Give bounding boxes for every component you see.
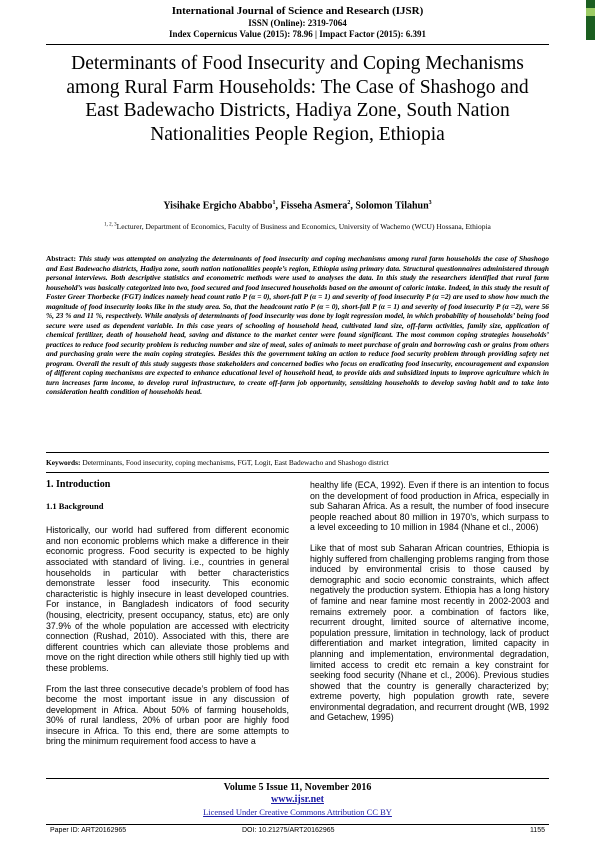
paper-title: Determinants of Food Insecurity and Coping Mechanisms among Rural Farm Households: The Case of Shashogo and East Badewacho Districts, Hadiya Zone, South Nation Nationalities People Region, Ethiopia <box>66 53 529 145</box>
keywords <box>46 458 549 468</box>
journal-issn: ISSN (Online): 2319-7064 <box>248 18 347 28</box>
author-sup: 1 <box>272 200 276 206</box>
ribbon-dark-band <box>586 0 595 40</box>
abstract-divider <box>46 452 549 453</box>
paragraph: Historically, our world had suffered from different economic and non economic problems which make a difference in their economic progress. Food security is expected to be highly associated with standard of living. i.e., countries in general households in particular with better characteristics demonstrate lesser food insecurity. This economic characteristic is highly insecure in least developed countries. For instance, in Bangladesh indicators of food security (housing, electricity, present occupancy, status, etc) are only 37.9% of the whole population are accessed with electricity connection (Rushad, 2010). Associated with this, there are different countries which can alleviate those problems and move on the right direction while others still highly tied up with these problems. <box>46 525 289 673</box>
keywords-label: Keywords: <box>46 458 81 467</box>
author-list: Yisihake Ergicho Ababbo$^1$, Fisseha Asmera$^2$, Solomon Tilahun$^3$ <box>163 200 432 212</box>
bottom-divider <box>46 824 549 825</box>
license-link[interactable]: Licensed Under Creative Commons Attribution CC BY <box>203 807 392 817</box>
abstract-text: This study was attempted on analyzing the determinants of food insecurity and coping mechanisms among rural farm households the case of Shashogo and East Badewacho districts, Hadiya zone, south nation nationalities people’s region, Ethiopia using primary data. Structural questionnaires administered through personal interviews. Both descriptive statistics and econometric methods were used to analyses the data. In this study the researchers identified that rural farm household’s was basically categorized into two, food secured and food insecured households based on the amount of caloric intake. Indeed, in this study the result of Foster Greer Thorbecke (FGT) indices namely head count ratio P (α = 0), short-fall P (α = 1) and severity of food insecurity P (α =2) are used to show how much the magnitude of food insecurity looks like in the study area. So, that the headcount ratio P (α = 0), short-fall P (α = 1) and severity of food insecurity P (α =2), were 56 %, 23 % and 11 %, respectively. While analysis of determinants of food insecurity was done by logit regression model, in which probability of households’ being food secure were used as dependent variable. In this case years of schooling of household head, cultivated land size, off-farm activities, family size, application of chemical fertilizer, death of household head, saving and distance to the market center were found significant. The most common coping strategies households’ practices to reduce food security problem is reducing number and size of meal, sales of animals to meet purchase of grain and borrowing cash or grains from others and purchasing grain were the main coping strategies. Besides this the government taking an action to reduce food security problem through providing safety net program. Overall the result of this study suggests those stakeholders and concerned bodies who focus on eradicating food insecurity, encouragement and expansion of different coping mechanisms are expected to enhance educational level of household head, to provide aids and subsidized inputs to improve agriculture which in turn increases farm income, to develop rural infrastructure, to create off-farm job opportunity, sensitizing households to develop saving habit and to take into consideration health condition of households head. <box>46 254 549 396</box>
ribbon-light-band <box>586 8 595 16</box>
author-name: Yisihake Ergicho Ababbo <box>163 200 273 212</box>
footer-divider <box>46 778 549 779</box>
paragraph: From the last three consecutive decade’s problem of food has become the most important issue in any discussion of development in Africa. About 50% of farming households, 30% of rural landless, 20% of urban poor are highly food insecure in Africa. To this end, there are some attempts to bring the minimum requirement food access to have a <box>46 683 289 747</box>
author-sup: 3 <box>428 200 432 206</box>
journal-website-link[interactable]: www.ijsr.net <box>271 794 324 805</box>
journal-name: International Journal of Science and Research (IJSR) <box>171 5 424 17</box>
volume-issue: Volume 5 Issue 11, November 2016 <box>223 782 372 793</box>
paragraph: Like that of most sub Saharan African countries, Ethiopia is highly suffered from challenging problems ranging from those induced by environmental crisis to those caused by demographic and socio economic constraints, which affect negatively the production system. Ethiopia has a long history of famine and near famine most recently in 2002-2003 and remains extremely poor. a combination of factors like, recurrent drought, limited source of alternative income, population pressure, limitation in technology, lack of product differentiation and market integration, limited capacity in planning and implementation, environmental degradation, limited access to credit etc remain a key constraint for seeking food security (Nhane et cl., 2006). Previous studies showed that the country is generally characterized by; extreme poverty, high population growth rate, severe environmental degradation, and recurrent drought (WB, 1992 and Getachew, 1995) <box>310 542 549 723</box>
journal-ribbon <box>583 0 595 40</box>
page-footer <box>60 782 535 818</box>
paragraph: healthy life (ECA, 1992). Even if there is an intention to focus on the development of food production in Africa, especially in sub Saharan Africa. As a result, the number of food insecure people reached about 80 million in 1970’s, which surpass to a level exceeding to 10 million in 1984 (Nhane et cl., 2006) <box>310 480 549 533</box>
doi: DOI: 10.21275/ART20162965 <box>242 827 335 834</box>
author-sup: 2 <box>347 200 351 206</box>
right-column <box>310 480 549 733</box>
author-name: Solomon Tilahun <box>355 200 429 212</box>
paper-id: Paper ID: ART20162965 <box>50 827 127 834</box>
journal-index: Index Copernicus Value (2015): 78.96 | Impact Factor (2015): 6.391 <box>168 29 427 39</box>
subsection-heading: 1.1 Background <box>46 500 104 511</box>
abstract <box>46 254 549 397</box>
header-divider <box>46 44 549 45</box>
affiliation-sup: 1, 2, 3 <box>104 222 117 228</box>
affiliation-text: Lecturer, Department of Economics, Faculty of Business and Economics, University of Wachemo (WCU) Hossana, Ethiopia <box>116 222 491 231</box>
section-heading: 1. Introduction <box>46 479 111 490</box>
journal-header <box>60 5 535 40</box>
keywords-divider <box>46 472 549 473</box>
abstract-label: Abstract: <box>46 254 76 263</box>
page-number: 1155 <box>529 827 545 834</box>
affiliation <box>60 222 535 231</box>
left-column <box>46 480 289 757</box>
keywords-text: Determinants, Food insecurity, coping mechanisms, FGT, Logit, East Badewacho and Shashogo district <box>82 458 389 467</box>
author-name: Fisseha Asmera <box>280 200 348 212</box>
